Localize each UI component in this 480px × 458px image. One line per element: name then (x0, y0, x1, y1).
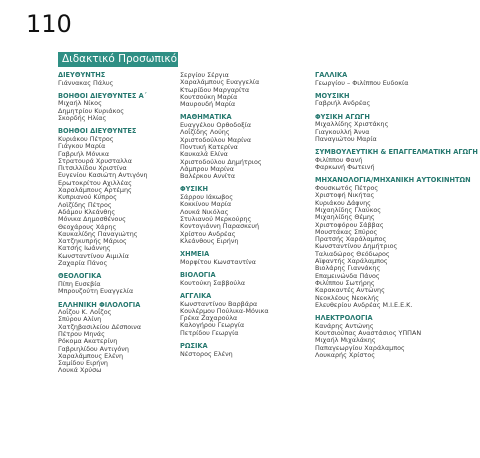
staff-name: Μιχαλλίδης Χριστάκης (315, 120, 389, 129)
staff-name: Αϊφαντής Χαράλαμπος (315, 257, 388, 266)
staff-name: Μιχαήλ Μιχαλάκης (315, 336, 376, 345)
staff-name: Καυκαλίδης Παναγιώτης (58, 229, 138, 238)
staff-name: Γαβριήλ Ανδρέας (315, 99, 371, 108)
section-heading: ΜΑΘΗΜΑΤΙΚΑ (180, 113, 232, 122)
staff-section (315, 177, 475, 309)
staff-name: Λουκαρής Χρίστος (315, 350, 376, 359)
staff-section (180, 293, 310, 337)
staff-name: Κουτσούκη Μαρία (180, 92, 238, 101)
staff-name: Καρακαντές Αντώνης (315, 286, 385, 295)
staff-name: Κανάρης Αντώνης (315, 321, 374, 330)
staff-name: Κτωρίδου Μαργαρίτα (180, 85, 250, 94)
staff-name: Χαραλάμπους Αρτέμης (58, 186, 132, 195)
section-heading: ΒΙΟΛΟΓΙΑ (180, 271, 216, 280)
staff-name: Γιαγκουλλή Άννα (315, 127, 370, 136)
staff-name: Σπύρου Αλίνη (58, 315, 102, 324)
staff-name: Καυκαλά Ελίνα (180, 150, 228, 159)
staff-name: Επαμεινώνδα Πάνος (315, 271, 380, 280)
page-number: 110 (26, 10, 72, 38)
staff-section (315, 114, 475, 143)
staff-name: Νέστορος Ελένη (180, 349, 233, 358)
staff-name: Λουκά Χρύσω (58, 366, 102, 375)
staff-name: Ζαχαρία Πάνος (58, 259, 108, 268)
staff-section (180, 343, 310, 358)
section-heading: ΦΥΣΙΚΗ ΑΓΩΓΗ (315, 112, 370, 121)
section-heading: ΧΗΜΕΙΑ (180, 250, 210, 259)
staff-name: Δημητρίου Κυριάκος (58, 106, 124, 115)
staff-section (315, 148, 478, 172)
staff-name: Μουστάκας Σπύρος (315, 227, 378, 236)
staff-section (58, 128, 188, 267)
staff-name: Σαμίδου Ειρήνη (58, 359, 108, 368)
staff-name: Κυριάκου Δάφνης (315, 198, 371, 207)
staff-section (315, 72, 475, 87)
staff-name: Γαβριηλίδου Αντιγόνη (58, 344, 129, 353)
staff-name: Φαρκωνή Φωτεινή (315, 163, 375, 172)
staff-name: Ευγενίου Κασιώτη Αντιγόνη (58, 171, 148, 180)
staff-name: Μορφίτου Κωνσταντίνα (180, 257, 256, 266)
staff-section (180, 251, 310, 266)
section-heading: ΑΓΓΛΙΚΑ (180, 291, 212, 300)
staff-name: Χατζηβασιλείου Δέσποινα (58, 322, 142, 331)
column-3 (315, 71, 478, 365)
staff-name: Λουκά Νικόλας (180, 207, 229, 216)
staff-name: Χρίστου Ανδρέας (180, 229, 236, 238)
staff-name: Γαβριήλ Μόνικα (58, 149, 110, 158)
staff-name: Χριστοφόρου Σάββας (315, 220, 384, 229)
staff-name: Λοΐζίδης Λούης (180, 128, 230, 137)
staff-section (180, 72, 310, 108)
staff-name: Χαραλάμπους Ελένη (58, 351, 124, 360)
staff-section (58, 72, 188, 87)
staff-section (58, 302, 188, 375)
staff-name: Γιάννακας Πάλυς (58, 78, 114, 87)
staff-name: Φιλίππου Σωτήρης (315, 278, 375, 287)
section-heading: ΕΛΛΗΝΙΚΗ ΦΙΛΟΛΟΓΙΑ (58, 300, 141, 309)
staff-name: Κωνσταντίνου Βαρβάρα (180, 299, 258, 308)
staff-name: Κουτσιούπας Αναστάσιος ΥΠΠΑΝ (315, 328, 422, 337)
staff-name: Πιτσιλλίδου Χριστίνα (58, 164, 127, 173)
staff-name: Χριστοφή Νικήτας (315, 191, 375, 200)
section-heading: ΘΕΟΛΟΓΙΚΑ (58, 272, 102, 281)
staff-name: Ποντική Κατερίνα (180, 142, 238, 151)
staff-name: Λάμπρου Μαρίνα (180, 164, 234, 173)
staff-section (180, 186, 310, 245)
staff-name: Ρόκομα Ακατερίνη (58, 337, 118, 346)
staff-name: Γεωργίου – Φιλίππου Ευδοκία (315, 78, 409, 87)
staff-name: Χαραλάμπους Ευαγγελία (180, 78, 260, 87)
section-heading: ΡΩΣΙΚΑ (180, 341, 208, 350)
staff-name: Σάρρου Ιάκωβος (180, 193, 233, 202)
staff-section (180, 114, 310, 180)
section-heading: ΒΟΗΘΟΙ ΔΙΕΥΘΥΝΤΕΣ (58, 127, 137, 136)
staff-name: Παπαγεωργίου Χαράλαμπος (315, 343, 405, 352)
section-heading: ΔΙΕΥΘΥΝΤΗΣ (58, 71, 106, 79)
staff-name: Βαλέρκου Αννίτα (180, 172, 236, 181)
staff-name: Μαυρουδή Μαρία (180, 100, 236, 109)
staff-name: Φουσκωτός Πέτρος (315, 184, 379, 193)
staff-name: Νεοκλέους Νεοκλής (315, 293, 380, 302)
staff-name: Μιχαηλίδης Γλαύκος (315, 205, 381, 214)
staff-name: Βιολάρης Γιαννάκης (315, 264, 381, 273)
staff-section (58, 93, 188, 122)
staff-section (315, 315, 475, 359)
staff-name: Ευαγγέλου Ορθοδοξία (180, 121, 252, 130)
staff-name: Κουλέρμου Πούλικα-Μόνικα (180, 306, 269, 315)
staff-name: Γρέκα Ζαχαρούλα (180, 314, 238, 323)
staff-name: Μιχαήλ Νίκος (58, 99, 102, 108)
section-heading: ΓΑΛΛΙΚΑ (315, 71, 348, 79)
staff-name: Πίπη Ευσεβία (58, 279, 101, 288)
staff-section (180, 272, 310, 287)
staff-name: Θεοχάρους Χάρης (58, 222, 117, 231)
staff-name: Λοϊζίδης Πέτρος (58, 200, 112, 209)
staff-name: Μιχαηλίδης Θέμης (315, 213, 375, 222)
staff-name: Χριστοδούλου Μαρίνα (180, 135, 252, 144)
staff-name: Κουτούκη Σαββούλα (180, 278, 246, 287)
staff-name: Μόνικα Δημοσθένους (58, 215, 126, 224)
staff-section (315, 93, 475, 108)
staff-name: Σεργίου Σέργια (180, 71, 229, 79)
staff-name: Ελευθερίου Ανδρέας Μ.Ι.Ε.Ε.Κ. (315, 300, 413, 309)
staff-name: Ταλιαδώρος Θεόδωρος (315, 249, 390, 258)
staff-name: Γιάγκου Μαρία (58, 142, 106, 151)
staff-name: Χατζηκυπρής Μάριος (58, 237, 127, 246)
staff-name: Στυλιανού Μερκούρης (180, 214, 252, 223)
staff-name: Χριστοδούλου Δημήτριος (180, 157, 262, 166)
staff-name: Παναγιώτου Μαρία (315, 134, 377, 143)
staff-name: Πετρίδου Γεωργία (180, 328, 239, 337)
staff-name: Σκορδής Ηλίας (58, 114, 107, 123)
staff-name: Κυριάκου Πέτρος (58, 134, 114, 143)
staff-name: Κοκκίνου Μαρία (180, 200, 232, 209)
column-2 (180, 72, 310, 364)
staff-name: Κυπριανού Κύπρος (58, 193, 117, 202)
staff-name: Πρατσής Χαράλαμπος (315, 235, 387, 244)
staff-name: Ερωτοκρίτου Αχιλλέας (58, 178, 132, 187)
staff-name: Αδάμου Κλεάνθης (58, 207, 116, 216)
staff-name: Μπρουζούτη Ευαγγελία (58, 287, 134, 296)
column-1 (58, 72, 188, 381)
staff-name: Φιλίππου Φανή (315, 155, 363, 164)
staff-name: Κωνσταντίνου Αιμιλία (58, 251, 129, 260)
staff-name: Κατσής Ιωάννης (58, 244, 111, 253)
staff-name: Στρατουρά Χρυσταλλα (58, 156, 132, 165)
section-heading: ΒΟΗΘΟΙ ΔΙΕΥΘΥΝΤΕΣ Α΄ (58, 91, 147, 100)
staff-name: Πέτρου Μηνάς (58, 329, 105, 338)
staff-name: Κοντογιάννη Παρασκευή (180, 222, 260, 231)
section-heading: ΜΟΥΣΙΚΗ (315, 91, 350, 100)
staff-section (58, 273, 188, 295)
staff-name: Κλεάνθους Ειρήνη (180, 236, 239, 245)
section-heading: ΜΗΧΑΝΟΛΟΓΙΑ/ΜΗΧΑΝΙΚΗ ΑΥΤΟΚΙΝΗΤΩΝ (315, 176, 471, 185)
section-heading: ΦΥΣΙΚΗ (180, 185, 208, 194)
staff-name: Κωνσταντίνου Δημήτριος (315, 242, 398, 251)
staff-name: Λοΐζου Κ. Λοΐζος (58, 308, 112, 317)
staff-name: Καλογήρου Γεωργία (180, 321, 245, 330)
staff-title-banner: Διδακτικό Προσωπικό (58, 52, 178, 67)
section-heading: ΣΥΜΒΟΥΛΕΥΤΙΚΗ & ΕΠΑΓΓΕΛΜΑΤΙΚΗ ΑΓΩΓΗ (315, 148, 478, 157)
section-heading: ΗΛΕΚΤΡΟΛΟΓΙΑ (315, 314, 373, 323)
